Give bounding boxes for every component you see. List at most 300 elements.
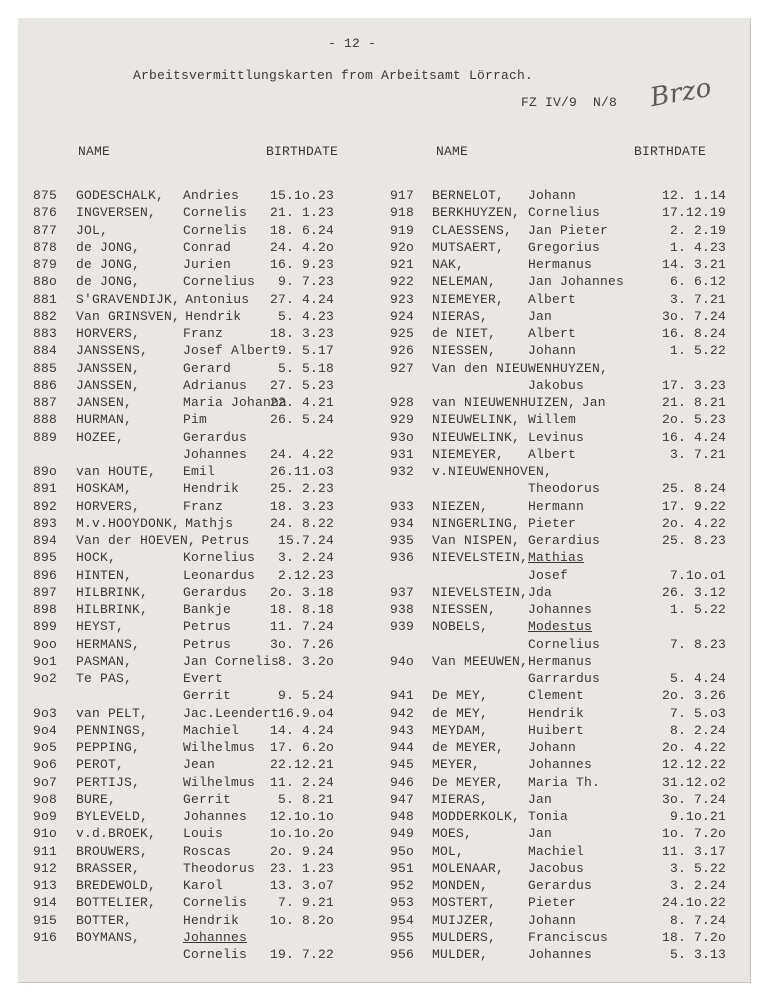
- entry-given-name: Albert: [528, 292, 577, 307]
- entry-number: 929: [390, 412, 415, 427]
- entry-number: 9o2: [33, 671, 58, 686]
- entry-birthdate: 3o. 7.24: [661, 309, 726, 324]
- entry-number: 897: [33, 585, 58, 600]
- entry-given-name: Roscas: [183, 844, 232, 859]
- entry-surname: MUIJZER,: [432, 913, 497, 928]
- entry-number: 883: [33, 326, 58, 341]
- entry-birthdate: 7. 5.o3: [669, 706, 726, 721]
- entry-surname: BOTTELIER,: [76, 895, 157, 910]
- entry-given-name: Wilhelmus: [183, 740, 256, 755]
- entry-number: 936: [390, 550, 415, 565]
- entry-surname: BERNELOT,: [432, 188, 505, 203]
- entry-birthdate: 3. 7.21: [669, 292, 726, 307]
- entry-surname: MIERAS,: [432, 792, 489, 807]
- entry-birthdate: 18. 6.24: [269, 223, 334, 238]
- entry-number: 9o8: [33, 792, 58, 807]
- entry-given-name: Petrus: [183, 619, 232, 634]
- entry-surname: HEYST,: [76, 619, 125, 634]
- entry-given-name: Machiel: [528, 844, 585, 859]
- entry-given-name: Franz: [183, 499, 224, 514]
- entry-given-name: Hendrik: [185, 309, 242, 324]
- entry-birthdate: 15.1o.23: [269, 188, 334, 203]
- entry-given-name: Cornelis: [183, 205, 248, 220]
- entry-number: 917: [390, 188, 415, 203]
- entry-given-name: Hendrik: [183, 913, 240, 928]
- entry-surname: NIEVELSTEIN,: [432, 585, 529, 600]
- entry-given-name: Levinus: [528, 430, 585, 445]
- page-number: - 12 -: [328, 36, 377, 51]
- entry-number: 922: [390, 274, 415, 289]
- entry-birthdate: 27. 4.24: [269, 292, 334, 307]
- entry-birthdate: 2.12.23: [277, 568, 334, 583]
- entry-given-name: Huibert: [528, 723, 585, 738]
- entry-birthdate: 3. 2.24: [669, 878, 726, 893]
- entry-birthdate: 8. 7.24: [669, 913, 726, 928]
- entry-surname: PERTIJS,: [76, 775, 141, 790]
- entry-given-name: Pieter: [528, 516, 577, 531]
- entry-given-name: Theodorus: [528, 481, 601, 496]
- entry-surname: NOBELS,: [432, 619, 489, 634]
- entry-given-name: Pim: [183, 412, 208, 427]
- entry-given-name: Jan Pieter: [528, 223, 609, 238]
- entry-surname: BROUWERS,: [76, 844, 149, 859]
- entry-surname: JANSSENS,: [76, 343, 149, 358]
- entry-birthdate: 12.1o.1o: [269, 809, 334, 824]
- entry-number: 91o: [33, 826, 58, 841]
- entry-given-name: Jakobus: [528, 378, 585, 393]
- entry-surname: MULDER,: [432, 947, 489, 962]
- entry-number: 925: [390, 326, 415, 341]
- entry-surname: PEROT,: [76, 757, 125, 772]
- entry-given-name: Gerrit: [183, 792, 232, 807]
- entry-given-name: Cornelius: [528, 205, 601, 220]
- entry-given-name: Cornelis: [183, 895, 248, 910]
- entry-surname: PENNINGS,: [76, 723, 149, 738]
- entry-number: 914: [33, 895, 58, 910]
- entry-given-name: Maria Johanna: [183, 395, 288, 410]
- entry-number: 896: [33, 568, 58, 583]
- entry-given-name: Albert: [528, 447, 577, 462]
- entry-given-name: Jan: [528, 826, 553, 841]
- entry-number: 952: [390, 878, 415, 893]
- entry-given-name: Jan Cornelis: [183, 654, 280, 669]
- entry-number: 947: [390, 792, 415, 807]
- entry-number: 877: [33, 223, 58, 238]
- entry-number: 878: [33, 240, 58, 255]
- entry-surname: PASMAN,: [76, 654, 133, 669]
- entry-birthdate: 16.9.o4: [277, 706, 334, 721]
- entry-surname: NIERAS,: [432, 309, 489, 324]
- entry-given-name: Jan: [528, 792, 553, 807]
- entry-number: 9o7: [33, 775, 58, 790]
- entry-number: 88o: [33, 274, 58, 289]
- entry-birthdate: 12.12.22: [661, 757, 726, 772]
- entry-given-name: Cornelius: [183, 274, 256, 289]
- entry-birthdate: 18. 8.18: [269, 602, 334, 617]
- entry-given-name: Petrus: [201, 533, 250, 548]
- entry-birthdate: 5. 8.21: [277, 792, 334, 807]
- entry-birthdate: 7. 8.23: [669, 637, 726, 652]
- entry-number: 923: [390, 292, 415, 307]
- entry-number: 935: [390, 533, 415, 548]
- entry-number: 9o5: [33, 740, 58, 755]
- entry-number: 919: [390, 223, 415, 238]
- entry-number: 93o: [390, 430, 415, 445]
- entry-number: 953: [390, 895, 415, 910]
- entry-surname: INGVERSEN,: [76, 205, 157, 220]
- right-name-header: NAME: [436, 144, 469, 159]
- entry-given-name: Johannes: [183, 930, 248, 945]
- entry-number: 946: [390, 775, 415, 790]
- entry-birthdate: 31.12.o2: [661, 775, 726, 790]
- entry-number: 892: [33, 499, 58, 514]
- entry-surname: HOZEE,: [76, 430, 125, 445]
- entry-birthdate: 24.1o.22: [661, 895, 726, 910]
- entry-surname: Van MEEUWEN,: [432, 654, 529, 669]
- entry-given-name: Albert: [528, 326, 577, 341]
- entry-birthdate: 9. 5.17: [277, 343, 334, 358]
- entry-given-name: Cornelis: [183, 947, 248, 962]
- entry-given-name: Evert: [183, 671, 224, 686]
- entry-surname: van PELT,: [76, 706, 149, 721]
- entry-birthdate: 1. 5.22: [669, 602, 726, 617]
- entry-given-name: Jan: [581, 395, 606, 410]
- entry-number: 893: [33, 516, 58, 531]
- entry-number: 954: [390, 913, 415, 928]
- entry-birthdate: 26. 3.12: [661, 585, 726, 600]
- entry-birthdate: 18. 3.23: [269, 326, 334, 341]
- entry-surname: HILBRINK,: [76, 602, 149, 617]
- entry-surname: BOYMANS,: [76, 930, 141, 945]
- entry-given-name: Jacobus: [528, 861, 585, 876]
- entry-given-name: Cornelius: [528, 637, 601, 652]
- entry-surname: HOSKAM,: [76, 481, 133, 496]
- entry-surname: NIESSEN,: [432, 343, 497, 358]
- entry-given-name: Gerardus: [183, 430, 248, 445]
- entry-birthdate: 23. 1.23: [269, 861, 334, 876]
- entry-given-name: Leonardus: [183, 568, 256, 583]
- entry-surname: NAK,: [432, 257, 465, 272]
- entry-birthdate: 6. 6.12: [669, 274, 726, 289]
- entry-surname: BREDEWOLD,: [76, 878, 157, 893]
- entry-given-name: Johann: [528, 343, 577, 358]
- entry-given-name: Jda: [528, 585, 553, 600]
- entry-birthdate: 2o. 9.24: [269, 844, 334, 859]
- entry-birthdate: 26. 5.24: [269, 412, 334, 427]
- entry-number: 94o: [390, 654, 415, 669]
- entry-number: 891: [33, 481, 58, 496]
- entry-number: 92o: [390, 240, 415, 255]
- entry-birthdate: 9. 7.23: [277, 274, 334, 289]
- entry-birthdate: 11. 7.24: [269, 619, 334, 634]
- entry-surname: JANSEN,: [76, 395, 133, 410]
- entry-surname: De MEY,: [432, 688, 489, 703]
- entry-number: 921: [390, 257, 415, 272]
- entry-given-name: Hermann: [528, 499, 585, 514]
- entry-birthdate: 1. 4.23: [669, 240, 726, 255]
- entry-birthdate: 2. 2.19: [669, 223, 726, 238]
- entry-birthdate: 12. 1.14: [661, 188, 726, 203]
- entry-birthdate: 17. 3.23: [661, 378, 726, 393]
- entry-surname: HORVERS,: [76, 326, 141, 341]
- entry-birthdate: 17. 6.2o: [269, 740, 334, 755]
- entry-surname: Van GRINSVEN,: [76, 309, 181, 324]
- entry-birthdate: 24. 8.22: [269, 516, 334, 531]
- entry-surname: BRASSER,: [76, 861, 141, 876]
- entry-surname: NIEMEYER,: [432, 292, 505, 307]
- entry-number: 881: [33, 292, 58, 307]
- entry-number: 888: [33, 412, 58, 427]
- entry-given-name: Gerardus: [528, 878, 593, 893]
- entry-surname: MOL,: [432, 844, 465, 859]
- entry-surname: de JONG,: [76, 274, 141, 289]
- entry-surname: NIEZEN,: [432, 499, 489, 514]
- entry-given-name: Machiel: [183, 723, 240, 738]
- entry-birthdate: 5. 3.13: [669, 947, 726, 962]
- entry-surname: MOES,: [432, 826, 473, 841]
- entry-given-name: Hermanus: [528, 257, 593, 272]
- entry-given-name: Gerard: [183, 361, 232, 376]
- entry-number: 944: [390, 740, 415, 755]
- entry-birthdate: 7.1o.o1: [669, 568, 726, 583]
- entry-number: 942: [390, 706, 415, 721]
- entry-given-name: Johannes: [528, 947, 593, 962]
- entry-birthdate: 5. 5.18: [277, 361, 334, 376]
- entry-surname: HORVERS,: [76, 499, 141, 514]
- entry-surname: BOTTER,: [76, 913, 133, 928]
- entry-given-name: Gerardius: [528, 533, 601, 548]
- entry-number: 882: [33, 309, 58, 324]
- entry-given-name: Josef Albert: [183, 343, 280, 358]
- entry-birthdate: 9. 5.24: [277, 688, 334, 703]
- entry-number: 915: [33, 913, 58, 928]
- entry-given-name: Jan Johannes: [528, 274, 625, 289]
- entry-number: 9o9: [33, 809, 58, 824]
- entry-given-name: Clement: [528, 688, 585, 703]
- entry-given-name: Johannes: [183, 809, 248, 824]
- entry-given-name: Theodorus: [183, 861, 256, 876]
- entry-surname: de MEYER,: [432, 740, 505, 755]
- entry-surname: de MEY,: [432, 706, 489, 721]
- entry-birthdate: 21. 1.23: [269, 205, 334, 220]
- entry-surname: v.d.BROEK,: [76, 826, 157, 841]
- entry-surname: GODESCHALK,: [76, 188, 165, 203]
- entry-number: 9o4: [33, 723, 58, 738]
- entry-given-name: Adrianus: [183, 378, 248, 393]
- entry-surname: MOSTERT,: [432, 895, 497, 910]
- entry-birthdate: 3o. 7.26: [269, 637, 334, 652]
- entry-given-name: Jan: [528, 309, 553, 324]
- entry-number: 876: [33, 205, 58, 220]
- entry-given-name: Maria Th.: [528, 775, 601, 790]
- entry-surname: v.NIEUWENHOVEN,: [432, 464, 553, 479]
- entry-surname: de JONG,: [76, 257, 141, 272]
- entry-surname: PEPPING,: [76, 740, 141, 755]
- entry-birthdate: 7. 9.21: [277, 895, 334, 910]
- entry-number: 912: [33, 861, 58, 876]
- entry-number: 939: [390, 619, 415, 634]
- entry-given-name: Pieter: [528, 895, 577, 910]
- entry-given-name: Jurien: [183, 257, 232, 272]
- entry-number: 9o6: [33, 757, 58, 772]
- entry-birthdate: 24. 4.22: [269, 447, 334, 462]
- entry-given-name: Jean: [183, 757, 216, 772]
- entry-number: 887: [33, 395, 58, 410]
- entry-surname: CLAESSENS,: [432, 223, 513, 238]
- entry-number: 884: [33, 343, 58, 358]
- entry-number: 926: [390, 343, 415, 358]
- entry-surname: van HOUTE,: [76, 464, 157, 479]
- entry-given-name: Tonia: [528, 809, 569, 824]
- entry-number: 9oo: [33, 637, 58, 652]
- entry-number: 886: [33, 378, 58, 393]
- entry-surname: JANSSEN,: [76, 361, 141, 376]
- entry-birthdate: 11. 3.17: [661, 844, 726, 859]
- entry-birthdate: 3. 7.21: [669, 447, 726, 462]
- entry-number: 9o3: [33, 706, 58, 721]
- right-birthdate-header: BIRTHDATE: [634, 144, 707, 159]
- left-name-header: NAME: [78, 144, 111, 159]
- entry-surname: NELEMAN,: [432, 274, 497, 289]
- entry-birthdate: 8. 3.2o: [277, 654, 334, 669]
- entry-birthdate: 5. 4.23: [277, 309, 334, 324]
- entry-number: 916: [33, 930, 58, 945]
- entry-given-name: Johannes: [183, 447, 248, 462]
- entry-birthdate: 17. 9.22: [661, 499, 726, 514]
- entry-surname: NIEVELSTEIN,: [432, 550, 529, 565]
- entry-birthdate: 8. 2.24: [669, 723, 726, 738]
- entry-given-name: Johannes: [528, 757, 593, 772]
- entry-surname: HOCK,: [76, 550, 117, 565]
- entry-number: 889: [33, 430, 58, 445]
- entry-number: 931: [390, 447, 415, 462]
- entry-given-name: Louis: [183, 826, 224, 841]
- entry-given-name: Johann: [528, 913, 577, 928]
- entry-given-name: Karol: [183, 878, 224, 893]
- entry-surname: de NIET,: [432, 326, 497, 341]
- entry-number: 937: [390, 585, 415, 600]
- entry-given-name: Gerardus: [183, 585, 248, 600]
- entry-number: 932: [390, 464, 415, 479]
- entry-number: 928: [390, 395, 415, 410]
- entry-given-name: Willem: [528, 412, 577, 427]
- entry-given-name: Garrardus: [528, 671, 601, 686]
- entry-surname: MULDERS,: [432, 930, 497, 945]
- entry-birthdate: 25. 8.23: [661, 533, 726, 548]
- entry-given-name: Hermanus: [528, 654, 593, 669]
- entry-birthdate: 27. 5.23: [269, 378, 334, 393]
- entry-surname: NIEUWELINK,: [432, 412, 521, 427]
- entry-given-name: Wilhelmus: [183, 775, 256, 790]
- entry-surname: BYLEVELD,: [76, 809, 149, 824]
- entry-birthdate: 22.12.21: [269, 757, 334, 772]
- entry-number: 885: [33, 361, 58, 376]
- entry-surname: de JONG,: [76, 240, 141, 255]
- entry-surname: S'GRAVENDIJK,: [76, 292, 181, 307]
- entry-given-name: Johannes: [528, 602, 593, 617]
- entry-given-name: Kornelius: [183, 550, 256, 565]
- entry-number: 95o: [390, 844, 415, 859]
- entry-surname: BURE,: [76, 792, 117, 807]
- entry-number: 938: [390, 602, 415, 617]
- entry-surname: Te PAS,: [76, 671, 133, 686]
- entry-surname: BERKHUYZEN,: [432, 205, 521, 220]
- entry-birthdate: 14. 4.24: [269, 723, 334, 738]
- entry-number: 875: [33, 188, 58, 203]
- entry-birthdate: 11. 2.24: [269, 775, 334, 790]
- entry-given-name: Franz: [183, 326, 224, 341]
- entry-number: 948: [390, 809, 415, 824]
- entry-surname: Van den NIEUWENHUYZEN,: [432, 361, 609, 376]
- entry-surname: MUTSAERT,: [432, 240, 505, 255]
- entry-number: 949: [390, 826, 415, 841]
- entry-number: 943: [390, 723, 415, 738]
- entry-birthdate: 1o.1o.2o: [269, 826, 334, 841]
- entry-birthdate: 2o. 4.22: [661, 740, 726, 755]
- entry-given-name: Emil: [183, 464, 216, 479]
- entry-birthdate: 2o. 5.23: [661, 412, 726, 427]
- entry-number: 895: [33, 550, 58, 565]
- entry-birthdate: 17.12.19: [661, 205, 726, 220]
- entry-birthdate: 15.7.24: [277, 533, 334, 548]
- entry-number: 879: [33, 257, 58, 272]
- entry-given-name: Josef: [528, 568, 569, 583]
- entry-birthdate: 22. 4.21: [269, 395, 334, 410]
- entry-surname: JOL,: [76, 223, 109, 238]
- entry-number: 9o1: [33, 654, 58, 669]
- entry-surname: De MEYER,: [432, 775, 505, 790]
- entry-given-name: Andries: [183, 188, 240, 203]
- entry-birthdate: 24. 4.2o: [269, 240, 334, 255]
- entry-birthdate: 2o. 3.18: [269, 585, 334, 600]
- entry-given-name: Hendrik: [528, 706, 585, 721]
- entry-surname: NIEMEYER,: [432, 447, 505, 462]
- entry-number: 894: [33, 533, 58, 548]
- entry-surname: MEYDAM,: [432, 723, 489, 738]
- entry-given-name: Modestus: [528, 619, 593, 634]
- file-reference: FZ IV/9 N/8: [521, 95, 618, 110]
- entry-surname: JANSSEN,: [76, 378, 141, 393]
- entry-number: 911: [33, 844, 58, 859]
- left-birthdate-header: BIRTHDATE: [266, 144, 339, 159]
- entry-number: 941: [390, 688, 415, 703]
- entry-birthdate: 5. 4.24: [669, 671, 726, 686]
- entry-number: 955: [390, 930, 415, 945]
- entry-birthdate: 26.11.o3: [269, 464, 334, 479]
- entry-birthdate: 19. 7.22: [269, 947, 334, 962]
- entry-given-name: Johann: [528, 188, 577, 203]
- entry-number: 918: [390, 205, 415, 220]
- entry-given-name: Johann: [528, 740, 577, 755]
- entry-birthdate: 3. 2.24: [277, 550, 334, 565]
- entry-given-name: Jac.Leendert: [183, 706, 280, 721]
- entry-birthdate: 16. 8.24: [661, 326, 726, 341]
- entry-surname: MOLENAAR,: [432, 861, 505, 876]
- entry-surname: NIEUWELINK,: [432, 430, 521, 445]
- entry-birthdate: 3o. 7.24: [661, 792, 726, 807]
- entry-surname: MODDERKOLK,: [432, 809, 521, 824]
- document-title: Arbeitsvermittlungskarten from Arbeitsamt Lörrach.: [133, 68, 534, 83]
- document-page: [18, 18, 751, 983]
- entry-given-name: Cornelis: [183, 223, 248, 238]
- entry-given-name: Gregorius: [528, 240, 601, 255]
- entry-birthdate: 21. 8.21: [661, 395, 726, 410]
- entry-given-name: Mathjs: [185, 516, 234, 531]
- entry-surname: Van der HOEVEN,: [76, 533, 197, 548]
- entry-birthdate: 13. 3.o7: [269, 878, 334, 893]
- entry-number: 956: [390, 947, 415, 962]
- handwritten-signature: Brzo: [647, 72, 714, 114]
